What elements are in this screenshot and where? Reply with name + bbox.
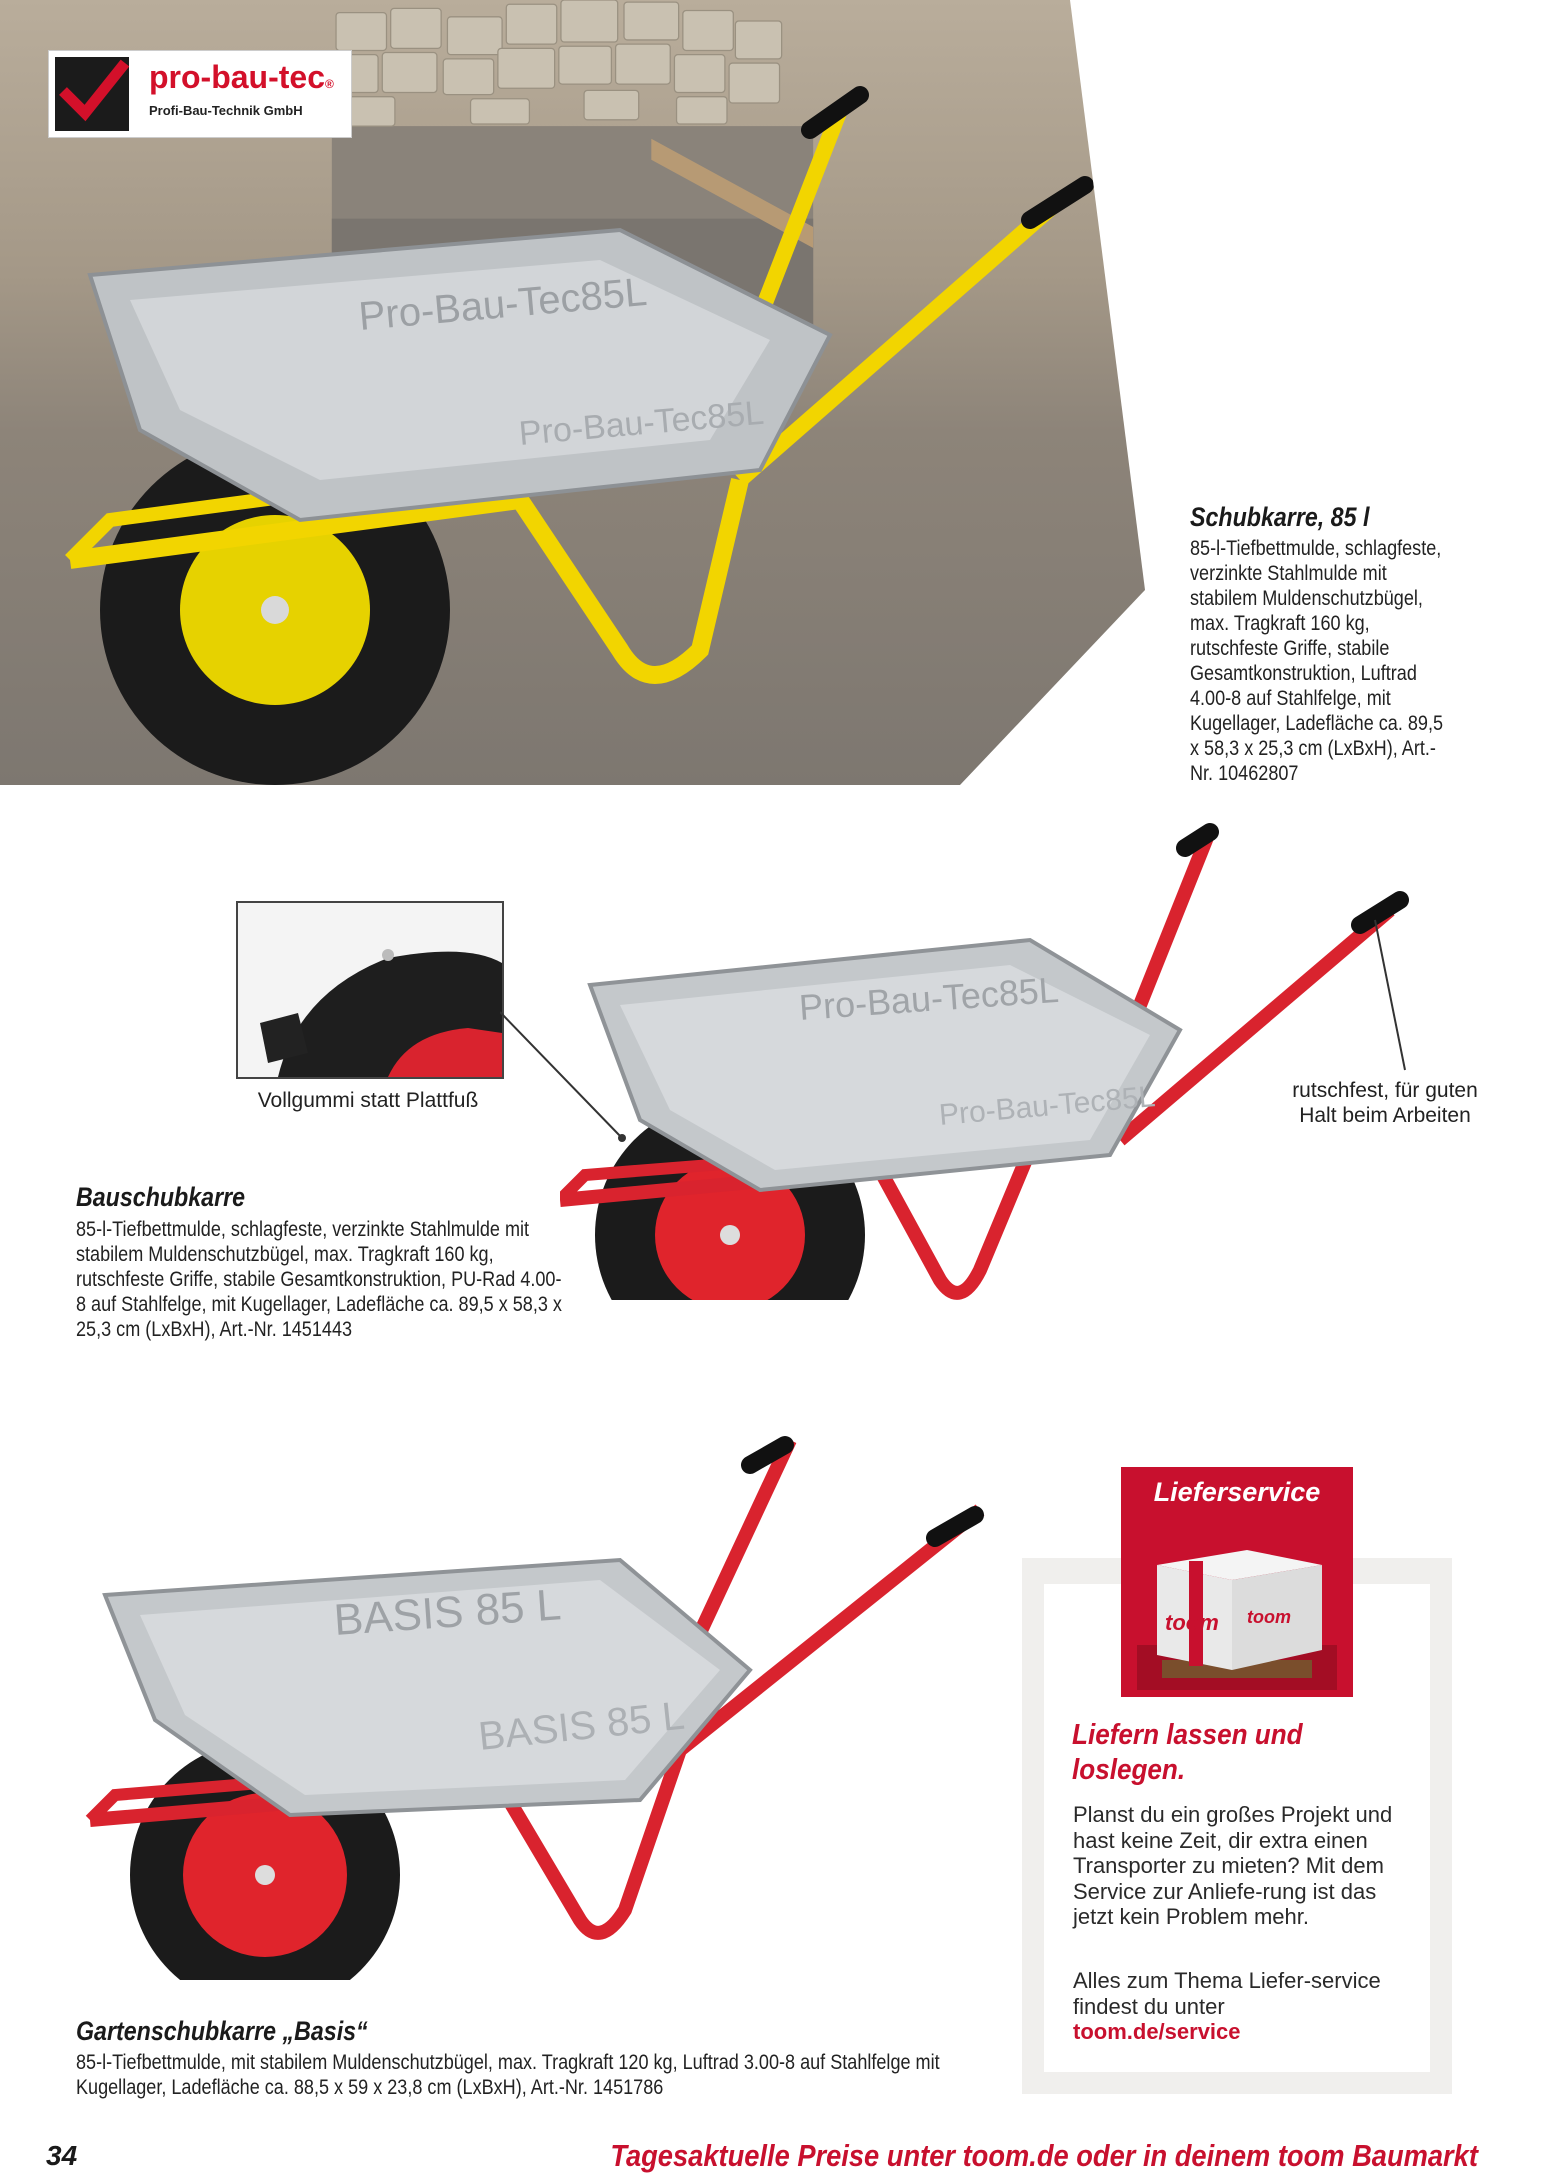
brand-name: pro-bau-tec® xyxy=(149,59,334,95)
promo-label: Lieferservice xyxy=(1153,1477,1321,1507)
box-brand-side: toom xyxy=(1247,1607,1291,1627)
product-description-gartenschubkarre: 85-l-Tiefbettmulde, mit stabilem Muldenschutzbügel, max. Tragkraft 120 kg, Luftrad 3.00-8 auf Stahlfelge mit Kugellager, Ladefläche ca. 88,5 x 59 x 23,8 cm (LxBxH), Art.-Nr. 1451786 xyxy=(76,2051,940,2099)
product-title-gartenschubkarre: Gartenschubkarre „Basis“ xyxy=(76,2016,368,2046)
product-title-schubkarre: Schubkarre, 85 l xyxy=(1190,502,1370,532)
page-number: 34 xyxy=(46,2140,78,2171)
product-description-schubkarre: 85-l-Tiefbettmulde, schlagfeste, verzinkte Stahlmulde mit stabilem Muldenschutzbügel, max. Tragkraft 160 kg, rutschfeste Griffe, stabile Gesamtkonstruktion, Luftrad 4.00-8 auf Stahlfelge, mit Kugellager, Ladefläche ca. 89,5 x 58,3 x 25,3 cm (LxBxH), Art.-Nr. 10462807 xyxy=(1190,537,1444,785)
tub-print-side: BASIS 85 L xyxy=(476,1693,687,1759)
brand-subtitle: Profi-Bau-Technik GmbH xyxy=(149,103,303,118)
tub-print-side: Pro-Bau-Tec85L xyxy=(517,393,766,453)
tub-print-top: Pro-Bau-Tec85L xyxy=(356,269,649,339)
product-description-bauschubkarre: 85-l-Tiefbettmulde, schlagfeste, verzinkte Stahlmulde mit stabilem Muldenschutzbügel, max. Tragkraft 160 kg, rutschfeste Griffe, stabile Gesamtkonstruktion, PU-Rad 4.00-8 auf Stahlfelge, mit Kugellager, Ladefläche ca. 89,5 x 58,3 x 25,3 cm (LxBxH), Art.-Nr. 1451443 xyxy=(76,1218,562,1341)
tub-print-top: Pro-Bau-Tec85L xyxy=(797,968,1061,1028)
product-title-bauschubkarre: Bauschubkarre xyxy=(76,1182,246,1212)
garden-wheelbarrow-image xyxy=(80,1420,1000,1980)
promo-title: Liefern lassen und loslegen. xyxy=(1072,1719,1303,1786)
tub-print-side: Pro-Bau-Tec85L xyxy=(937,1080,1157,1132)
promo-text: Planst du ein großes Projekt und hast keine Zeit, dir extra einen Transporter zu mieten? Mit dem Service zur Anliefe-rung ist das jetzt kein Problem mehr. xyxy=(1073,1802,1393,1929)
tub-print-top: BASIS 85 L xyxy=(332,1580,563,1645)
delivery-box-icon xyxy=(1137,1525,1337,1690)
detail-inset-tire xyxy=(236,901,504,1079)
box-brand-front: toom xyxy=(1165,1610,1219,1635)
brand-logo xyxy=(48,50,352,138)
promo-text-service: Alles zum Thema Liefer-service findest du unter toom.de/service xyxy=(1073,1968,1381,2044)
promo-header xyxy=(1121,1467,1353,1697)
service-link[interactable]: toom.de/service xyxy=(1073,2019,1241,2044)
footer-tagline: Tagesaktuelle Preise unter toom.de oder in deinem toom Baumarkt xyxy=(610,2138,1478,2173)
checkmark-logo-icon xyxy=(55,57,129,131)
inset-caption: Vollgummi statt Plattfuß xyxy=(257,1089,479,1112)
handle-caption: rutschfest, für guten Halt beim Arbeiten xyxy=(1292,1079,1478,1127)
red-wheelbarrow-image xyxy=(560,820,1440,1300)
